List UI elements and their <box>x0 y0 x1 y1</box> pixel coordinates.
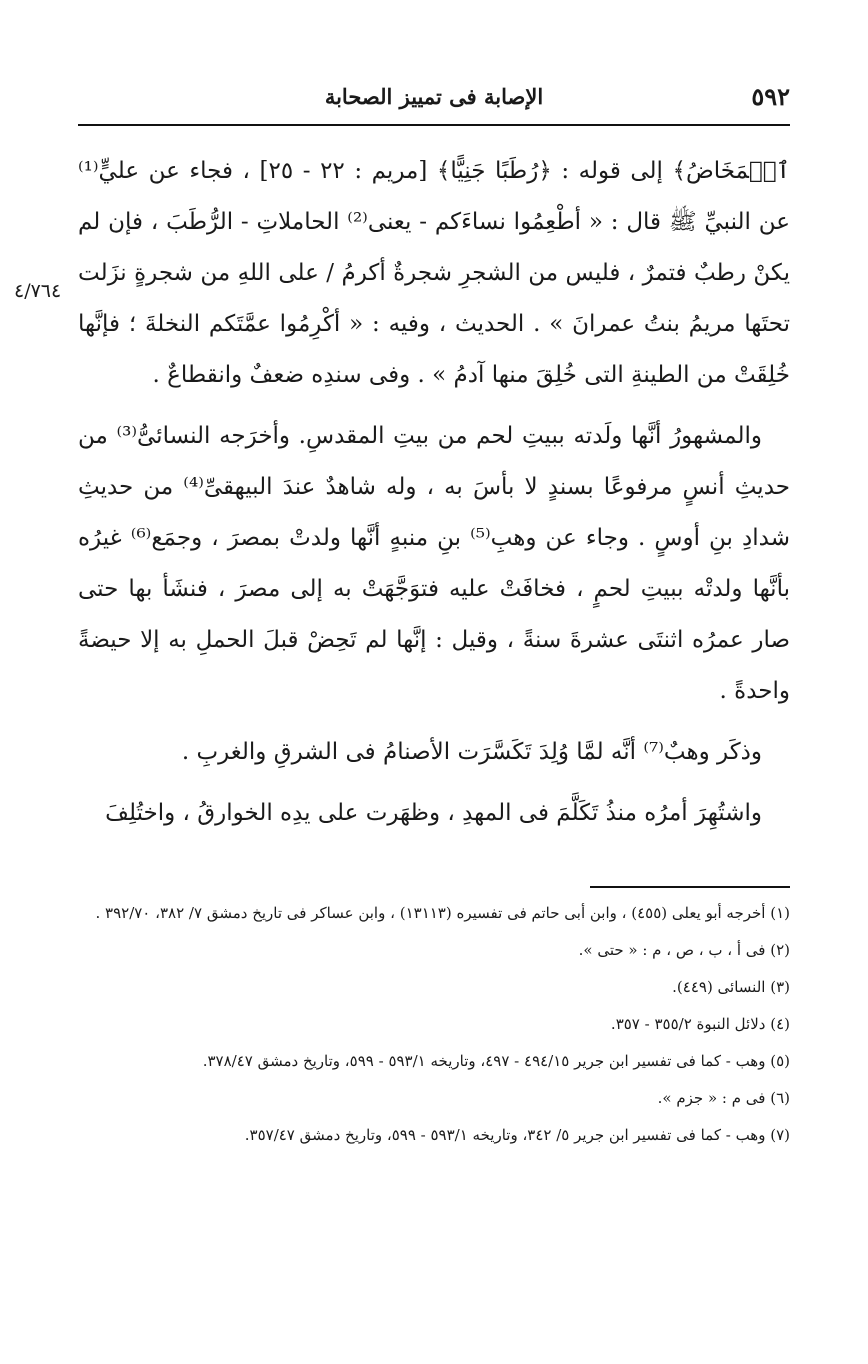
footnote: (٤) دلائل النبوة ٣٥٥/٢ - ٣٥٧. <box>610 1015 790 1033</box>
footnotes <box>78 898 790 1157</box>
volume-page-reference: ٤/٧٦٤ <box>14 280 62 302</box>
paragraph: واشتُهِرَ أمرُه منذُ تَكَلَّمَ فى المهدِ ، وظهَرت على يدِه الخوارقُ ، واختُلِفَ <box>105 800 762 826</box>
page-header <box>78 80 790 120</box>
paragraph: والمشهورُ أنَّها ولَدته ببيتِ لحم من بيتِ المقدسِ. وأخرَجه النسائىُّ⁽³⁾ من حديثِ أنسٍ مرفوعًا بسندٍ لا بأسَ به ، وله شاهدٌ عندَ البيهقىِّ⁽⁴⁾ من حديثِ شدادِ بنِ أوسٍ . وجاء عن وهبِ⁽⁵⁾ بنِ منبهٍ أنَّها ولدتْ بمصرَ ، وجمَع⁽⁶⁾ غيرُه بأنَّها ولدتْه ببيتِ لحمٍ ، فخافَتْ عليه فتوَجَّهَتْ به إلى مصرَ ، فنشَأ بها حتى صار عمرُه اثنتَى عشرةَ سنةً ، وقيل : إنَّها لم تَحِضْ قبلَ الحملِ به إلا حيضةً واحدةً . <box>78 423 791 704</box>
paragraph: ٱلۡمَخَاضُ﴾ إلى قوله : ﴿رُطَبًا جَنِيًّا﴾ [مريم : ٢٢ - ٢٥] ، فجاء عن عليٍّ⁽¹⁾ عن النبيِّ ﷺ قال : « أطْعِمُوا نساءَكم - يعنى⁽²⁾ الحاملاتِ - الرُّطَبَ ، فإن لم يكنْ رطبٌ فتمرٌ ، فليس من الشجرِ شجرةٌ أكرمُ / على اللهِ من شجرةٍ نزَلت تحتَها مريمُ بنتُ عمرانَ » . الحديث ، وفيه : « أكْرِمُوا عمَّتَكم النخلةَ ؛ فإنَّها خُلِقَتْ من الطينةِ التى خُلِقَ منها آدمُ » . وفى سندِه ضعفٌ وانقطاعٌ . <box>78 158 790 388</box>
footnote: (٣) النسائى (٤٤٩). <box>672 978 790 996</box>
footnote: (٧) وهب - كما فى تفسير ابن جرير ٥/ ٣٤٢، وتاريخه ٥٩٣/١ - ٥٩٩، وتاريخ دمشق ٣٥٧/٤٧. <box>244 1126 790 1144</box>
paragraph: وذكَر وهبٌ⁽⁷⁾ أنَّه لمَّا وُلِدَ تَكَسَّرَت الأصنامُ فى الشرقِ والغربِ . <box>181 739 762 765</box>
header-rule <box>78 124 790 126</box>
page-number: ٥٩٢ <box>751 82 790 111</box>
running-title: الإصابة فى تمييز الصحابة <box>324 84 544 109</box>
footnote-rule <box>590 886 790 888</box>
footnote: (٦) فى م : « جزم ». <box>657 1089 790 1107</box>
main-text <box>78 146 790 849</box>
footnote: (٢) فى أ ، ب ، ص ، م : « حتى ». <box>578 941 790 959</box>
footnote: (١) أخرجه أبو يعلى (٤٥٥) ، وابن أبى حاتم فى تفسيره (١٣١١٣) ، وابن عساكر فى تاريخ دمشق ٧/ ٣٨٢، ٣٩٢/٧٠ . <box>95 904 790 922</box>
footnote: (٥) وهب - كما فى تفسير ابن جرير ٤٩٤/١٥ - ٤٩٧، وتاريخه ٥٩٣/١ - ٥٩٩، وتاريخ دمشق ٣٧٨/٤٧. <box>202 1052 790 1070</box>
